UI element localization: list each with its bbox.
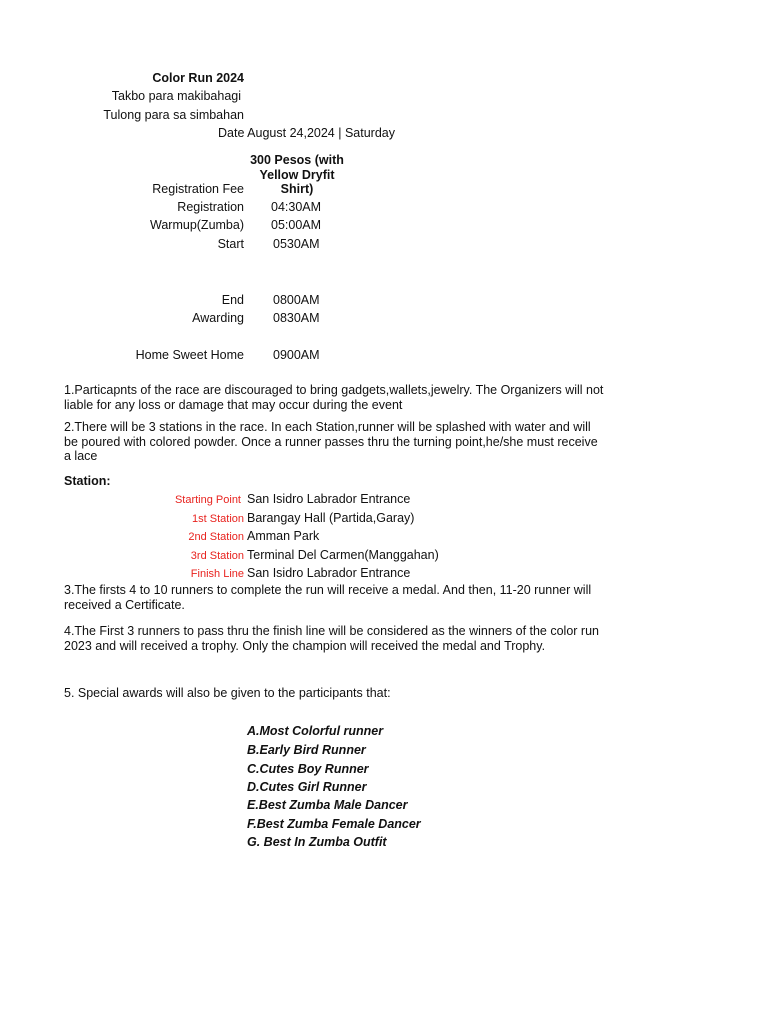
award-item: A.Most Colorful runner [247, 724, 384, 738]
schedule-label-end: End [221, 293, 244, 307]
station-place-finish: San Isidro Labrador Entrance [247, 566, 411, 580]
schedule-label-home: Home Sweet Home [135, 348, 244, 362]
rule-1: 1.Particapnts of the race are discouraged to bring gadgets,wallets,jewelry. The Organizers will not liable for any loss or damage that may occur during the event [64, 383, 604, 412]
station-place-1st: Barangay Hall (Partida,Garay) [247, 511, 415, 525]
subtitle-line-1: Takbo para makibahagi [111, 89, 241, 103]
stations-heading: Station: [64, 474, 111, 488]
schedule-time-warmup: 05:00AM [271, 218, 322, 232]
schedule-time-awarding: 0830AM [273, 311, 320, 325]
rule-2: 2.There will be 3 stations in the race. In each Station,runner will be splashed with water and will be poured with colored powder. Once a runner passes thru the turning point,he/she must receive a lace [64, 420, 598, 463]
schedule-time-end: 0800AM [273, 293, 320, 307]
station-label-start: Starting Point [174, 494, 241, 506]
station-label-1st: 1st Station [192, 513, 244, 525]
award-item: B.Early Bird Runner [247, 743, 366, 757]
award-item: F.Best Zumba Female Dancer [247, 817, 421, 831]
station-label-2nd: 2nd Station [188, 531, 244, 543]
station-place-start: San Isidro Labrador Entrance [247, 492, 411, 506]
schedule-time-home: 0900AM [273, 348, 320, 362]
station-place-2nd: Amman Park [247, 529, 320, 543]
subtitle-line-2: Tulong para sa simbahan [103, 108, 244, 122]
fee-value [247, 153, 347, 197]
schedule-time-start: 0530AM [273, 237, 320, 251]
station-place-3rd: Terminal Del Carmen(Manggahan) [247, 548, 439, 562]
award-item: D.Cutes Girl Runner [247, 780, 367, 794]
schedule-label-start: Start [217, 237, 244, 251]
award-item: C.Cutes Boy Runner [247, 762, 369, 776]
fee-value-line-1: 300 Pesos (with [250, 153, 344, 167]
award-item: G. Best In Zumba Outfit [247, 835, 387, 849]
rule-3: 3.The firsts 4 to 10 runners to complete the run will receive a medal. And then, 11-20 runner will received a Certificate. [64, 583, 592, 612]
station-label-finish: Finish Line [190, 568, 244, 580]
schedule-time-registration: 04:30AM [271, 200, 322, 214]
fee-value-line-3: Shirt) [280, 182, 314, 196]
fee-value-line-2: Yellow Dryfit [259, 167, 335, 182]
event-date: Date August 24,2024 | Saturday [218, 126, 395, 140]
document-title: Color Run 2024 [152, 71, 244, 85]
schedule-label-warmup: Warmup(Zumba) [150, 218, 244, 232]
schedule-label-awarding: Awarding [192, 311, 244, 325]
station-label-3rd: 3rd Station [190, 550, 244, 562]
rule-4: 4.The First 3 runners to pass thru the finish line will be considered as the winners of the color run 2023 and will received a trophy. Only the champion will received the medal and Trophy. [64, 624, 599, 653]
award-item: E.Best Zumba Male Dancer [247, 798, 408, 812]
fee-label: Registration Fee [152, 182, 244, 196]
rule-5: 5. Special awards will also be given to the participants that: [64, 686, 391, 700]
schedule-label-registration: Registration [177, 200, 244, 214]
